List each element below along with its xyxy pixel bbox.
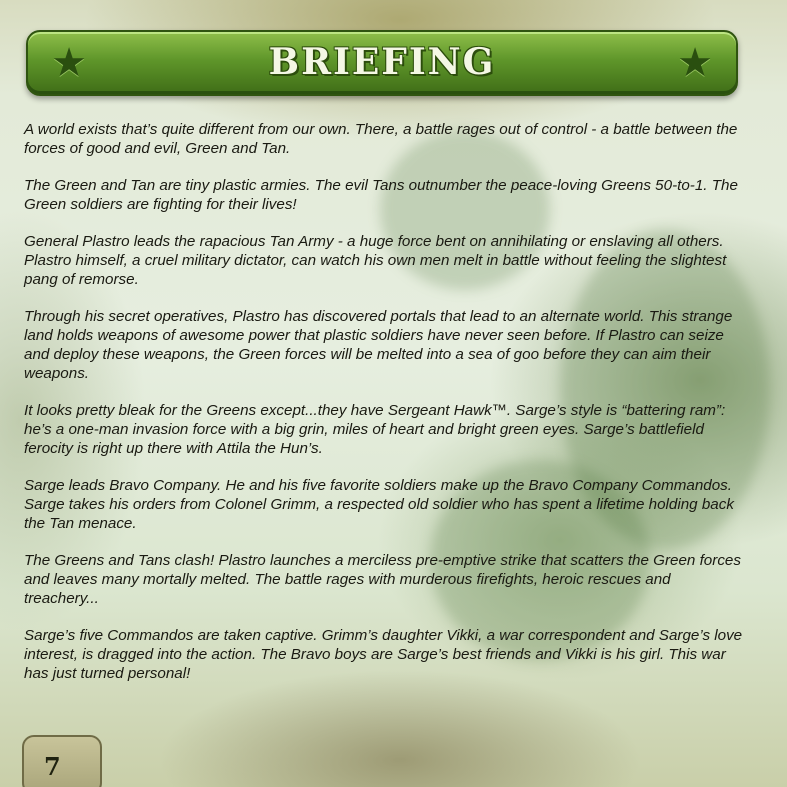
paragraph: It looks pretty bleak for the Greens except...they have Sergeant Hawk™. Sarge’s style is “battering ram”: he’s a one-man invasion force with a big grin, miles of heart and bright green eyes. Sarge’s battlefield ferocity is right up there with Attila the Hun’s. <box>24 402 726 457</box>
paragraph: Through his secret operatives, Plastro has discovered portals that lead to an alternate world. This strange land holds weapons of awesome power that plastic soldiers have never seen before. If Plastro can seize and deploy these weapons, the Green forces will be melted into a sea of goo before they can aim their weapons. <box>24 308 733 382</box>
star-icon: ★ <box>677 41 713 85</box>
paragraph: Sarge’s five Commandos are taken captive. Grimm’s daughter Vikki, a war correspondent and Sarge’s love interest, is dragged into the action. The Bravo boys are Sarge’s best friends and Vikki is his girl. This war has just turned personal! <box>24 627 743 682</box>
page-number-tab <box>22 735 102 787</box>
paragraph: Sarge leads Bravo Company. He and his five favorite soldiers make up the Bravo Company Commandos. Sarge takes his orders from Colonel Grimm, a respected old soldier who has spent a lifetime holding back the Tan menace. <box>24 477 734 532</box>
paragraph: A world exists that’s quite different from our own. There, a battle rages out of control - a battle between the forces of good and evil, Green and Tan. <box>24 121 738 157</box>
briefing-header <box>26 30 738 96</box>
star-icon: ★ <box>51 41 87 85</box>
paragraph: The Green and Tan are tiny plastic armies. The evil Tans outnumber the peace-loving Greens 50-to-1. The Green soldiers are fighting for their lives! <box>24 177 738 213</box>
page-number: 7 <box>44 752 61 781</box>
page-title: BRIEFING <box>268 41 496 83</box>
briefing-text <box>24 120 744 701</box>
paragraph: General Plastro leads the rapacious Tan Army - a huge force bent on annihilating or enslaving all others. Plastro himself, a cruel military dictator, can watch his own men melt in battle without feeling the slightest pang of remorse. <box>24 233 727 288</box>
paragraph: The Greens and Tans clash! Plastro launches a merciless pre-emptive strike that scatters the Green forces and leaves many mortally melted. The battle rages with murderous firefights, heroic rescues and treachery... <box>24 552 741 607</box>
